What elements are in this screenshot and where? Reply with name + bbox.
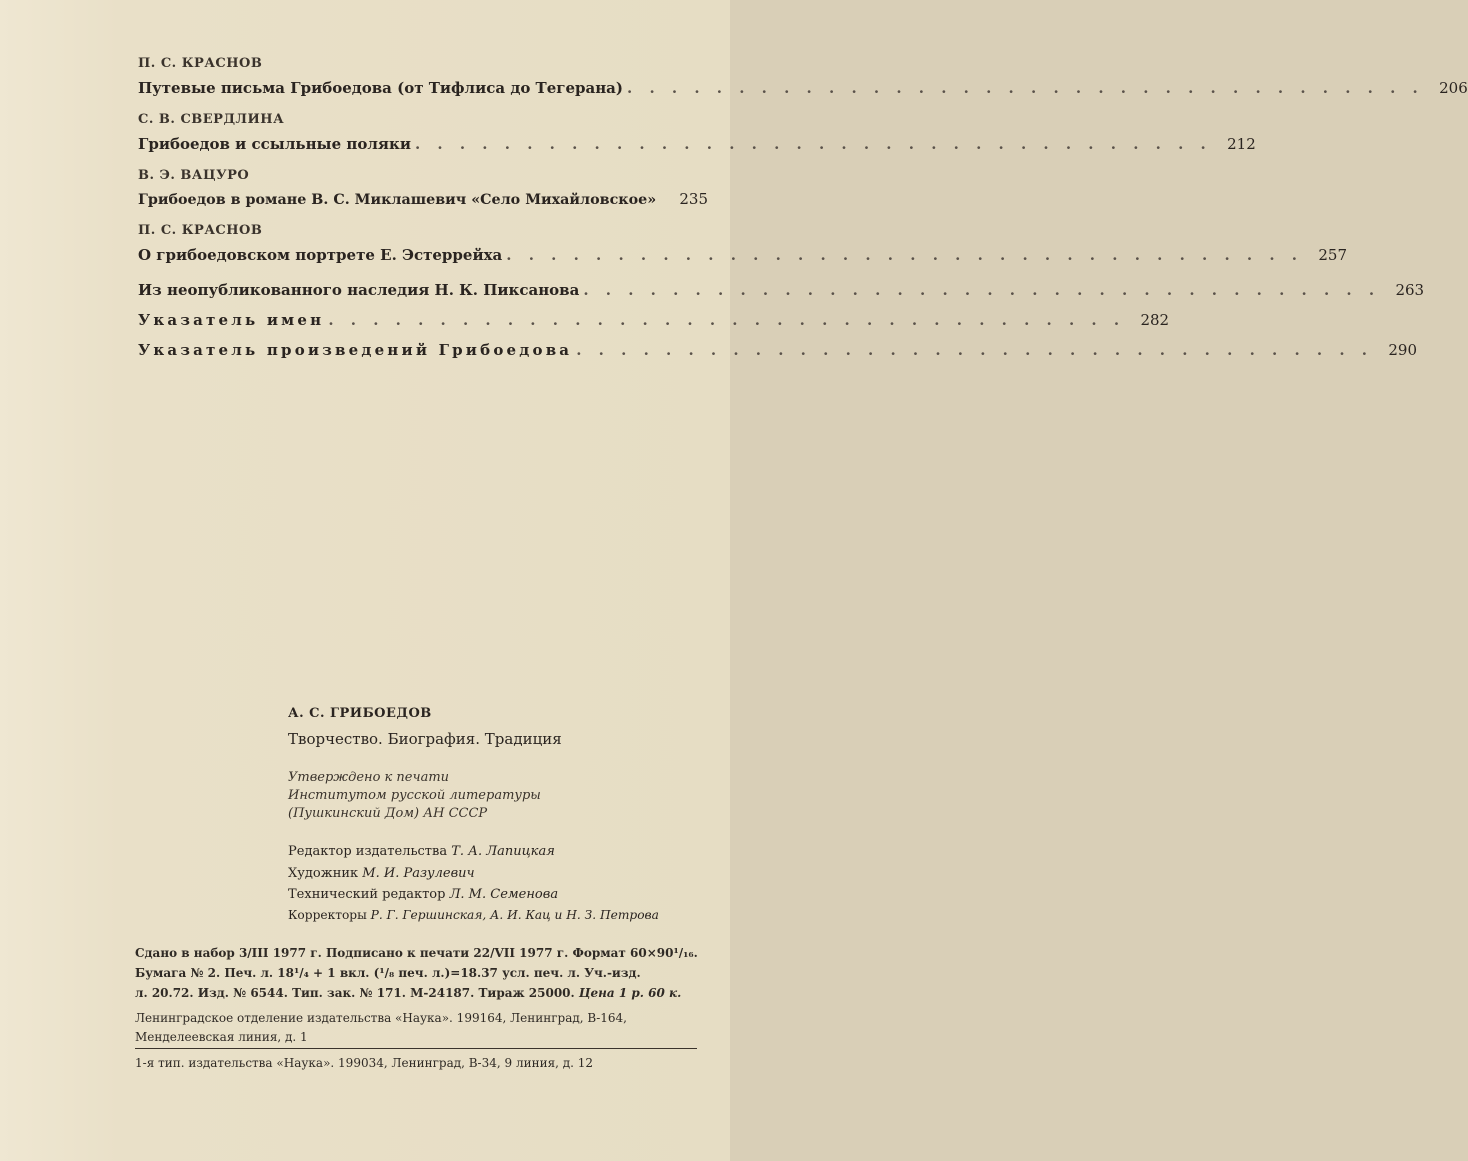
toc-entry-page: 263 (1395, 281, 1425, 299)
toc-entry-page: 206 (1439, 79, 1468, 97)
colophon-line: Бумага № 2. Печ. л. 18¹/₄ + 1 вкл. (¹/₈ печ. л.)=18.37 усл. печ. л. Уч.-изд. (135, 966, 641, 980)
publisher-address (135, 1009, 730, 1047)
credit-name: Р. Г. Гершинская, А. И. Кац и Н. З. Петрова (370, 908, 659, 922)
toc-entry[interactable] (138, 311, 1170, 333)
credit-line (288, 866, 475, 881)
toc-entry[interactable] (138, 246, 1348, 268)
credit-name: М. И. Разулевич (362, 866, 475, 881)
toc-author: С. В. СВЕРДЛИНА (138, 112, 285, 127)
toc-entry[interactable] (138, 341, 1418, 363)
leader-dots: . . . . . . . . . . . . . . . . . . . . . . . . . . . . . . . . . . . . (627, 79, 1424, 97)
toc-entry[interactable] (138, 281, 1425, 303)
colophon-line-text: л. 20.72. Изд. № 6544. Тип. зак. № 171. М-24187. Тираж 25000. (135, 986, 575, 1000)
toc-entry[interactable] (138, 79, 1468, 101)
credit-role: Художник (288, 866, 359, 881)
credit-role: Редактор издательства (288, 844, 448, 859)
leader-dots: . . . . . . . . . . . . . . . . . . . . . . . . . . . . . . . . . . . . (328, 311, 1126, 329)
credit-line (288, 844, 555, 859)
imprint-title: Творчество. Биография. Традиция (288, 730, 562, 748)
approval-line: Утверждено к печати (288, 770, 450, 785)
divider (135, 1048, 697, 1049)
toc-entry-page: 282 (1140, 311, 1170, 329)
publisher-line: Менделеевская линия, д. 1 (135, 1030, 308, 1044)
toc-entry-title: Указатель произведений Грибоедова (138, 341, 573, 359)
leader-dots: . . . . . . . . . . . . . . . . . . . . . . . . . . . . . . . . . . . . (583, 281, 1381, 299)
toc-entry-page: 235 (679, 190, 708, 208)
credit-role: Корректоры (288, 908, 367, 922)
colophon-line (135, 983, 730, 1003)
colophon-print-data (135, 943, 730, 1003)
price: Цена 1 р. 60 к. (578, 986, 682, 1000)
approval-line: (Пушкинский Дом) АН СССР (288, 806, 488, 821)
toc-entry-page: 290 (1388, 341, 1418, 359)
colophon-line: Сдано в набор 3/III 1977 г. Подписано к печати 22/VII 1977 г. Формат 60×90¹/₁₆. (135, 946, 698, 960)
imprint-author: А. С. ГРИБОЕДОВ (288, 706, 432, 721)
toc-entry-title: Из неопубликованного наследия Н. К. Пиксанова (138, 281, 580, 299)
credit-name: Т. А. Лапицкая (451, 844, 555, 859)
toc-author: П. С. КРАСНОВ (138, 223, 263, 238)
credit-name: Л. М. Семенова (449, 887, 559, 902)
leader-dots: . . . . . . . . . . . . . . . . . . . . . . . . . . . . . . . . . . . . (576, 341, 1374, 359)
toc-entry[interactable] (138, 135, 1256, 157)
credit-line (288, 908, 659, 922)
toc-entry-title: Указатель имен (138, 311, 325, 329)
leader-dots: . . . . . . . . . . . . . . . . . . . . . . . . . . . . . . . . . . . . (506, 246, 1304, 264)
toc-author: П. С. КРАСНОВ (138, 56, 263, 71)
credit-line (288, 887, 558, 902)
toc-entry-page: 257 (1318, 246, 1348, 264)
toc-entry-page: 212 (1227, 135, 1256, 153)
credit-role: Технический редактор (288, 887, 446, 902)
toc-entry-title: Путевые письма Грибоедова (от Тифлиса до Тегерана) (138, 79, 623, 97)
toc-entry-title: О грибоедовском портрете Е. Эстеррейха (138, 246, 503, 264)
approval-line: Институтом русской литературы (288, 788, 541, 803)
toc-entry[interactable] (138, 190, 708, 212)
toc-entry-title: Грибоедов и ссыльные поляки (138, 135, 411, 153)
publisher-line: Ленинградское отделение издательства «Наука». 199164, Ленинград, В-164, (135, 1011, 627, 1025)
toc-author: В. Э. ВАЦУРО (138, 168, 250, 183)
printer-address: 1-я тип. издательства «Наука». 199034, Ленинград, В-34, 9 линия, д. 12 (135, 1056, 594, 1070)
leader-dots: . . . . . . . . . . . . . . . . . . . . . . . . . . . . . . . . . . . . (414, 135, 1212, 153)
toc-entry-title: Грибоедов в романе В. С. Миклашевич «Село Михайловское» (138, 192, 657, 208)
